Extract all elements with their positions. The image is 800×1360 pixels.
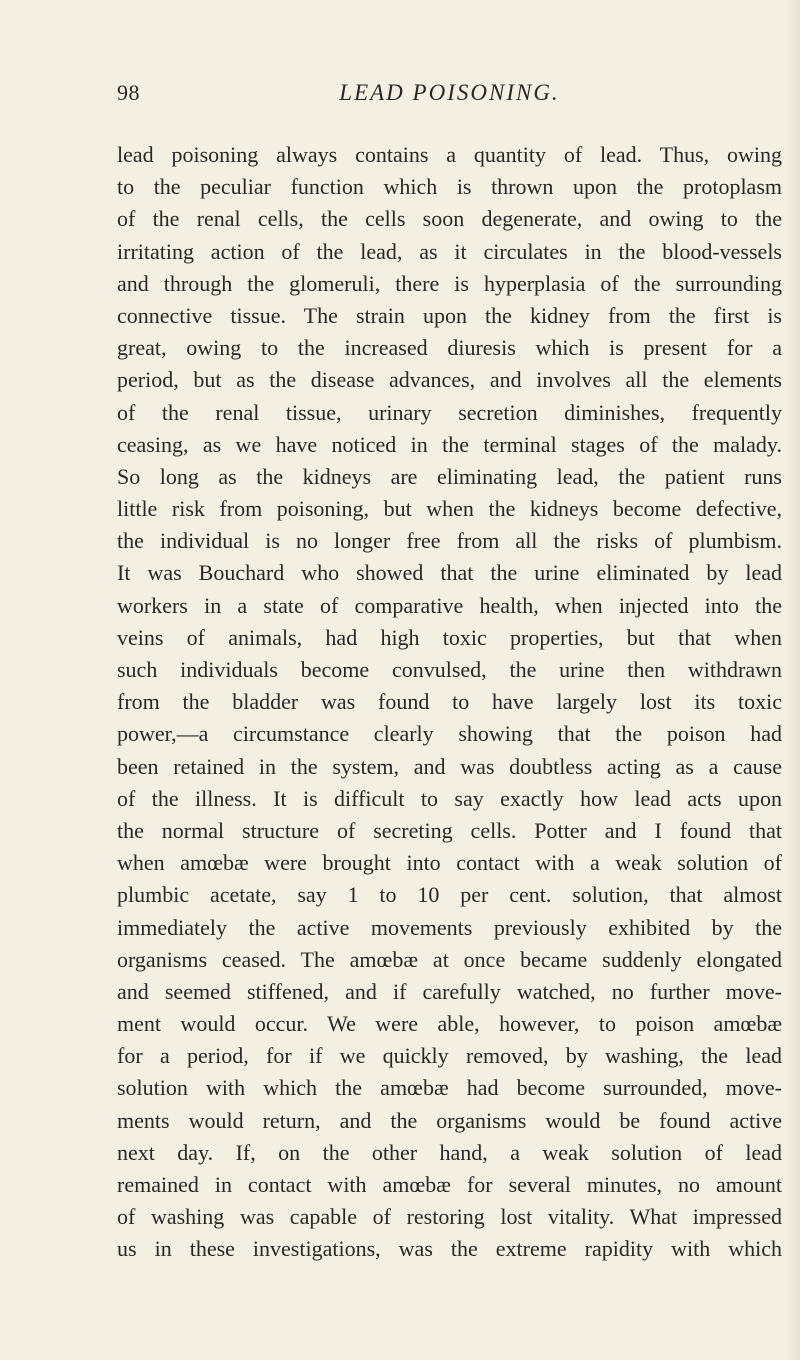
text-line: period, but as the disease advances, and involves all the elements (117, 367, 782, 393)
text-line: ments would return, and the organisms would be found active (117, 1107, 782, 1133)
running-head: LEAD POISONING. (339, 80, 560, 105)
text-line: veins of animals, had high toxic properties, but that when (117, 624, 782, 650)
text-line: solution with which the amœbæ had become surrounded, move- (117, 1075, 782, 1101)
text-line: lead poisoning always contains a quantity of lead. Thus, owing (117, 142, 782, 167)
text-line: next day. If, on the other hand, a weak solution of lead (117, 1139, 782, 1165)
text-line: remained in contact with amœbæ for several minutes, no amount (117, 1172, 782, 1197)
text-line: such individuals become convulsed, the urine then withdrawn (117, 657, 782, 682)
text-line: and through the glomeruli, there is hyperplasia of the surrounding (117, 270, 782, 296)
text-line: of washing was capable of restoring lost vitality. What impressed (117, 1204, 782, 1230)
text-line: So long as the kidneys are eliminating lead, the patient runs (117, 463, 782, 489)
text-line: workers in a state of comparative health, when injected into the (117, 592, 782, 618)
text-line: connective tissue. The strain upon the kidney from the first is (117, 302, 782, 328)
text-line: ceasing, as we have noticed in the terminal stages of the malady. (117, 431, 782, 457)
text-line: the individual is no longer free from all the risks of plumbism. (117, 528, 782, 554)
text-line: of the renal cells, the cells soon degenerate, and owing to the (117, 206, 782, 232)
text-line: of the illness. It is difficult to say exactly how lead acts upon (117, 785, 782, 811)
text-line: of the renal tissue, urinary secretion diminishes, frequently (117, 399, 782, 425)
text-line: power,—a circumstance clearly showing that the poison had (117, 721, 782, 747)
text-line: when amœbæ were brought into contact with a weak solution of (117, 850, 782, 876)
text-line: irritating action of the lead, as it circulates in the blood-vessels (117, 238, 782, 264)
page-header (117, 80, 782, 120)
text-line: been retained in the system, and was doubtless acting as a cause (117, 753, 782, 779)
text-line: us in these investigations, was the extreme rapidity with which (117, 1236, 782, 1262)
text-line: and seemed stiffened, and if carefully watched, no further move- (117, 978, 782, 1004)
page-edge-shadow (786, 0, 800, 1360)
text-line: ment would occur. We were able, however, to poison amœbæ (117, 1011, 782, 1037)
text-line: great, owing to the increased diuresis which is present for a (117, 335, 782, 361)
text-line: little risk from poisoning, but when the kidneys become defective, (117, 496, 782, 522)
text-line: organisms ceased. The amœbæ at once became suddenly elongated (117, 946, 782, 972)
text-line: It was Bouchard who showed that the urine eliminated by lead (117, 560, 782, 586)
text-line: to the peculiar function which is thrown upon the protoplasm (117, 174, 782, 200)
text-line: the normal structure of secreting cells. Potter and I found that (117, 817, 782, 843)
text-line: for a period, for if we quickly removed, by washing, the lead (117, 1043, 782, 1069)
text-line: plumbic acetate, say 1 to 10 per cent. solution, that almost (117, 882, 782, 908)
text-line: from the bladder was found to have largely lost its toxic (117, 689, 782, 715)
text-line: immediately the active movements previously exhibited by the (117, 914, 782, 940)
body-text (117, 139, 782, 1266)
page-number: 98 (117, 80, 140, 105)
